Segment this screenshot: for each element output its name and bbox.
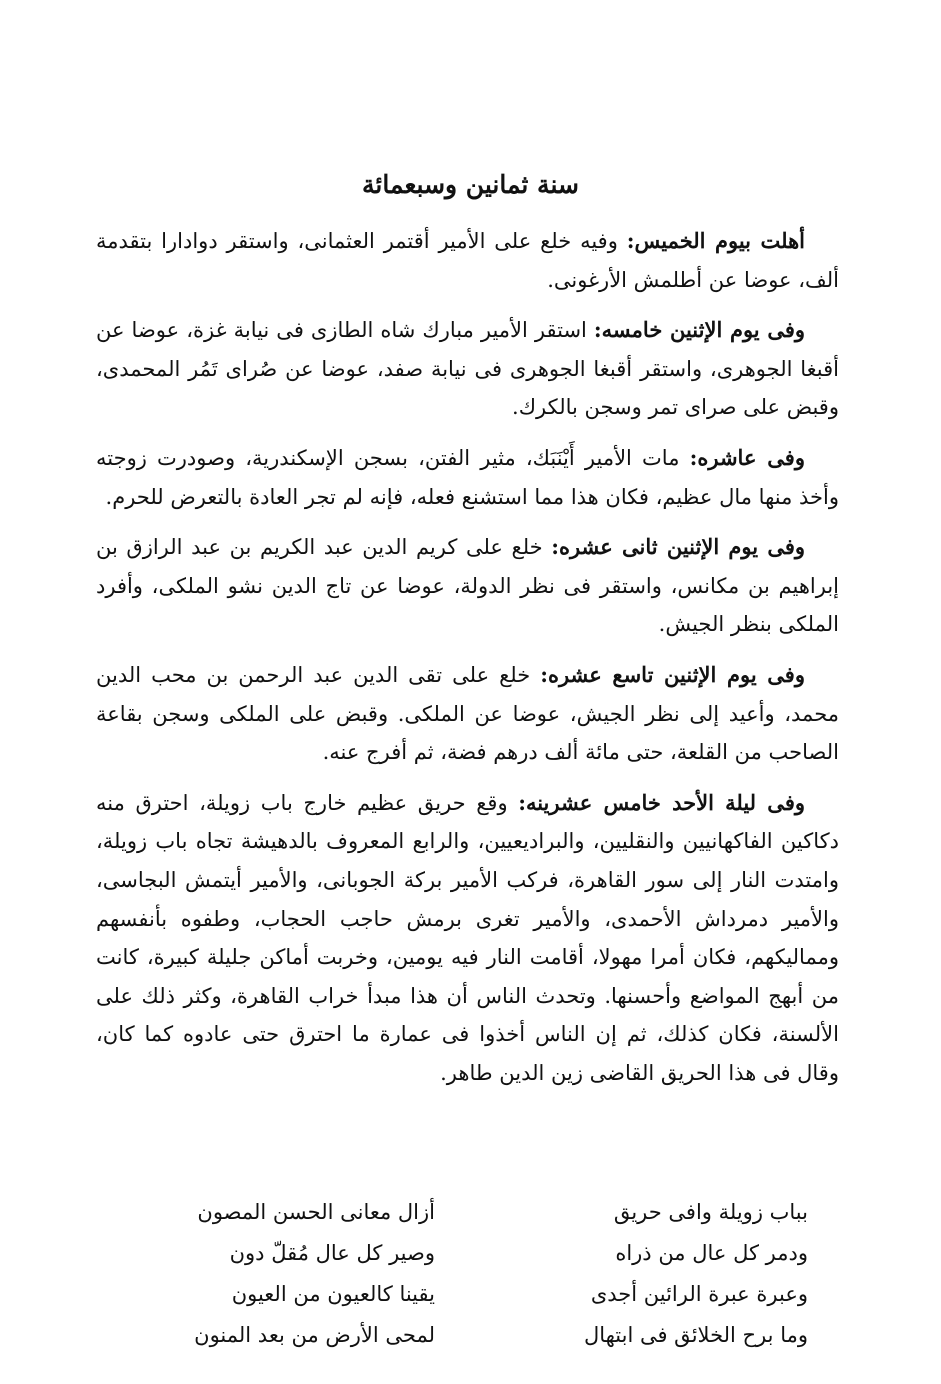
poem-verse: [140, 1274, 808, 1315]
verse-first-hemistich: وعبرة عبرة الرائين أجدى: [590, 1282, 808, 1306]
paragraph-lead: وفى ليلة الأحد خامس عشرينه:: [518, 789, 805, 815]
verse-second-hemistich: أزال معانى الحسن المصون: [197, 1200, 435, 1224]
poem-verse: [140, 1315, 808, 1356]
paragraph-text: وقع حريق عظيم خارج باب زويلة، احترق منه دكاكين الفاكهانيين والنقليين، والبراديعيين، والرابع المعروف بالدهيشة تجاه باب زويلة، وامتدت النار إلى سور القاهرة، فركب الأمير بركة الجوبانى، والأمير أيتمش البجاسى، والأمير دمرداش الأحمدى، والأمير تغرى برمش حاجب الحجاب، وطفوه بأنفسهم ومماليكهم، فكان أمرا مهولا، أقامت النار فيه يومين، وخربت أماكن جليلة كبيرة، كانت من أبهج المواضع وأحسنها. وتحدث الناس أن هذا مبدأ خراب القاهرة، وكثر ذلك على الألسنة، فكان كذلك، ثم إن الناس أخذوا فى عمارة ما احترق حتى عادوه كما كان، وقال فى هذا الحريق القاضى زين الدين طاهر.: [96, 790, 839, 1085]
paragraph-text: وفيه خلع على الأمير أقتمر العثمانى، واستقر دوادارا بتقدمة ألف، عوضا عن أطلمش الأرغونى.: [96, 229, 839, 292]
poem: [140, 1192, 808, 1356]
paragraph-text: خلع على تقى الدين عبد الرحمن بن محب الدين محمد، وأعيد إلى نظر الجيش، عوضا عن الملكى. وقبض على الملكى وسجن بقاعة الصاحب من القلعة، حتى مائة ألف درهم فضة، ثم أفرج عنه.: [96, 662, 839, 765]
paragraph: [96, 222, 839, 299]
poem-verse: [140, 1233, 808, 1274]
poem-verse: [140, 1192, 808, 1233]
paragraph: [96, 528, 839, 644]
verse-second-hemistich: وصير كل عال مُقلّ دون: [229, 1241, 435, 1265]
paragraph-text: استقر الأمير مبارك شاه الطازى فى نيابة غزة، عوضا عن أقبغا الجوهرى، واستقر أقبغا الجوهرى فى نيابة صفد، عوضا عن صُراى تَمُر المحمدى، وقبض على صراى تمر وسجن بالكرك.: [96, 318, 839, 420]
paragraph-lead: وفى يوم الإثنين تاسع عشره:: [540, 661, 805, 687]
paragraph-lead: أهلت بيوم الخميس:: [626, 228, 805, 253]
paragraph-lead: وفى يوم الإثنين ثانى عشره:: [551, 534, 805, 560]
paragraph-text: مات الأمير أَيْنَبَك، مثير الفتن، بسجن الإسكندرية، وصودرت زوجته وأخذ منها مال عظيم، فكان هذا مما استشنع فعله، فإنه لم تجر العادة بالتعرض للحرم.: [96, 445, 839, 509]
paragraph: [96, 439, 839, 516]
text-body: [96, 222, 839, 1104]
paragraph: [96, 311, 839, 427]
page-title: سنة ثمانين وسبعمائة: [362, 170, 579, 199]
verse-second-hemistich: يقينا كالعيون من العيون: [231, 1282, 435, 1306]
verse-first-hemistich: ودمر كل عال من ذراه: [615, 1241, 808, 1265]
paragraph-lead: وفى يوم الإثنين خامسه:: [593, 317, 806, 343]
paragraph-lead: وفى عاشره:: [689, 444, 805, 470]
verse-second-hemistich: لمحى الأرض من بعد المنون: [194, 1323, 435, 1347]
verse-first-hemistich: بباب زويلة وافى حريق: [613, 1200, 808, 1224]
verse-first-hemistich: وما برح الخلائق فى ابتهال: [583, 1323, 808, 1347]
paragraph: [96, 656, 839, 772]
paragraph-text: خلع على كريم الدين عبد الكريم بن عبد الرازق بن إبراهيم بن مكانس، واستقر فى نظر الدولة، عوضا عن تاج الدين نشو الملكى، وأفرد الملكى بنظر الجيش.: [96, 535, 839, 637]
paragraph: [96, 784, 839, 1093]
